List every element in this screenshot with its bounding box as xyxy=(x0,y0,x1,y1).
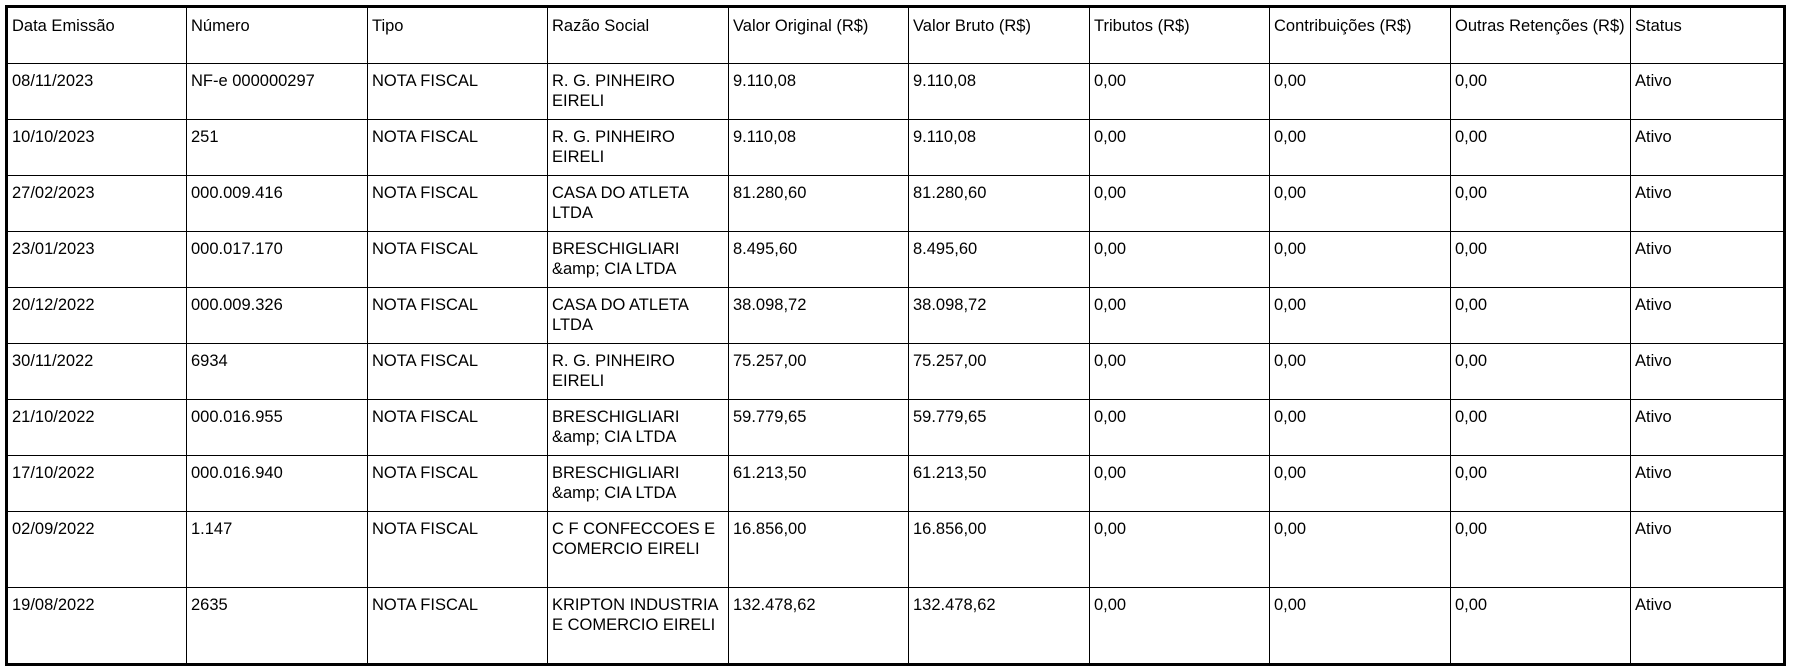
header-valor-original: Valor Original (R$) xyxy=(729,7,909,64)
cell-status: Ativo xyxy=(1631,456,1785,512)
cell-numero: 000.009.416 xyxy=(187,176,368,232)
cell-data-emissao: 08/11/2023 xyxy=(7,64,187,120)
cell-contribuicoes: 0,00 xyxy=(1270,456,1451,512)
cell-data-emissao: 19/08/2022 xyxy=(7,588,187,665)
header-valor-bruto: Valor Bruto (R$) xyxy=(909,7,1090,64)
cell-tipo: NOTA FISCAL xyxy=(368,456,548,512)
table-row xyxy=(7,120,1785,176)
cell-numero: 2635 xyxy=(187,588,368,665)
cell-contribuicoes: 0,00 xyxy=(1270,64,1451,120)
cell-valor-original: 16.856,00 xyxy=(729,512,909,588)
cell-tributos: 0,00 xyxy=(1090,120,1270,176)
cell-tipo: NOTA FISCAL xyxy=(368,588,548,665)
cell-valor-bruto: 9.110,08 xyxy=(909,120,1090,176)
table-row xyxy=(7,456,1785,512)
cell-data-emissao: 10/10/2023 xyxy=(7,120,187,176)
cell-valor-original: 59.779,65 xyxy=(729,400,909,456)
cell-razao-social: KRIPTON INDUSTRIA E COMERCIO EIRELI xyxy=(548,588,729,665)
cell-status: Ativo xyxy=(1631,588,1785,665)
cell-valor-bruto: 8.495,60 xyxy=(909,232,1090,288)
cell-contribuicoes: 0,00 xyxy=(1270,512,1451,588)
header-contribuicoes: Contribuições (R$) xyxy=(1270,7,1451,64)
cell-outras-retencoes: 0,00 xyxy=(1451,176,1631,232)
cell-contribuicoes: 0,00 xyxy=(1270,176,1451,232)
cell-valor-original: 38.098,72 xyxy=(729,288,909,344)
cell-status: Ativo xyxy=(1631,344,1785,400)
cell-outras-retencoes: 0,00 xyxy=(1451,456,1631,512)
cell-outras-retencoes: 0,00 xyxy=(1451,64,1631,120)
cell-outras-retencoes: 0,00 xyxy=(1451,512,1631,588)
table-row xyxy=(7,64,1785,120)
report-table-container xyxy=(5,5,1786,666)
cell-tributos: 0,00 xyxy=(1090,512,1270,588)
cell-numero: NF-e 000000297 xyxy=(187,64,368,120)
cell-contribuicoes: 0,00 xyxy=(1270,400,1451,456)
header-tributos: Tributos (R$) xyxy=(1090,7,1270,64)
cell-tipo: NOTA FISCAL xyxy=(368,400,548,456)
cell-outras-retencoes: 0,00 xyxy=(1451,288,1631,344)
cell-valor-bruto: 132.478,62 xyxy=(909,588,1090,665)
cell-outras-retencoes: 0,00 xyxy=(1451,120,1631,176)
table-row xyxy=(7,176,1785,232)
cell-tipo: NOTA FISCAL xyxy=(368,288,548,344)
cell-razao-social: R. G. PINHEIRO EIRELI xyxy=(548,344,729,400)
cell-valor-original: 9.110,08 xyxy=(729,64,909,120)
cell-contribuicoes: 0,00 xyxy=(1270,344,1451,400)
cell-contribuicoes: 0,00 xyxy=(1270,232,1451,288)
table-header-row xyxy=(7,7,1785,64)
table-row xyxy=(7,344,1785,400)
header-razao-social: Razão Social xyxy=(548,7,729,64)
cell-status: Ativo xyxy=(1631,232,1785,288)
cell-outras-retencoes: 0,00 xyxy=(1451,400,1631,456)
cell-tributos: 0,00 xyxy=(1090,288,1270,344)
cell-data-emissao: 27/02/2023 xyxy=(7,176,187,232)
table-row xyxy=(7,512,1785,588)
cell-valor-bruto: 38.098,72 xyxy=(909,288,1090,344)
cell-valor-bruto: 9.110,08 xyxy=(909,64,1090,120)
cell-data-emissao: 17/10/2022 xyxy=(7,456,187,512)
cell-razao-social: R. G. PINHEIRO EIRELI xyxy=(548,64,729,120)
cell-data-emissao: 02/09/2022 xyxy=(7,512,187,588)
cell-tributos: 0,00 xyxy=(1090,456,1270,512)
cell-valor-bruto: 16.856,00 xyxy=(909,512,1090,588)
cell-outras-retencoes: 0,00 xyxy=(1451,232,1631,288)
cell-razao-social: BRESCHIGLIARI &amp; CIA LTDA xyxy=(548,400,729,456)
cell-numero: 1.147 xyxy=(187,512,368,588)
cell-data-emissao: 21/10/2022 xyxy=(7,400,187,456)
cell-data-emissao: 20/12/2022 xyxy=(7,288,187,344)
header-status: Status xyxy=(1631,7,1785,64)
cell-valor-original: 81.280,60 xyxy=(729,176,909,232)
cell-razao-social: CASA DO ATLETA LTDA xyxy=(548,176,729,232)
cell-valor-original: 132.478,62 xyxy=(729,588,909,665)
cell-status: Ativo xyxy=(1631,288,1785,344)
cell-tributos: 0,00 xyxy=(1090,176,1270,232)
cell-razao-social: BRESCHIGLIARI &amp; CIA LTDA xyxy=(548,232,729,288)
header-outras-retencoes: Outras Retenções (R$) xyxy=(1451,7,1631,64)
cell-tributos: 0,00 xyxy=(1090,588,1270,665)
table-row xyxy=(7,588,1785,665)
cell-outras-retencoes: 0,00 xyxy=(1451,344,1631,400)
fiscal-notes-table xyxy=(5,5,1786,666)
cell-valor-bruto: 75.257,00 xyxy=(909,344,1090,400)
table-row xyxy=(7,232,1785,288)
cell-contribuicoes: 0,00 xyxy=(1270,588,1451,665)
table-row xyxy=(7,288,1785,344)
cell-tipo: NOTA FISCAL xyxy=(368,120,548,176)
cell-valor-original: 75.257,00 xyxy=(729,344,909,400)
cell-valor-bruto: 59.779,65 xyxy=(909,400,1090,456)
cell-status: Ativo xyxy=(1631,176,1785,232)
cell-status: Ativo xyxy=(1631,120,1785,176)
cell-data-emissao: 23/01/2023 xyxy=(7,232,187,288)
cell-tributos: 0,00 xyxy=(1090,344,1270,400)
cell-numero: 000.016.955 xyxy=(187,400,368,456)
header-data-emissao: Data Emissão xyxy=(7,7,187,64)
cell-tributos: 0,00 xyxy=(1090,232,1270,288)
cell-numero: 6934 xyxy=(187,344,368,400)
cell-data-emissao: 30/11/2022 xyxy=(7,344,187,400)
cell-tributos: 0,00 xyxy=(1090,64,1270,120)
table-row xyxy=(7,400,1785,456)
cell-tipo: NOTA FISCAL xyxy=(368,512,548,588)
cell-numero: 251 xyxy=(187,120,368,176)
cell-valor-bruto: 61.213,50 xyxy=(909,456,1090,512)
cell-valor-original: 8.495,60 xyxy=(729,232,909,288)
cell-numero: 000.017.170 xyxy=(187,232,368,288)
cell-status: Ativo xyxy=(1631,512,1785,588)
cell-tipo: NOTA FISCAL xyxy=(368,232,548,288)
cell-tipo: NOTA FISCAL xyxy=(368,64,548,120)
cell-status: Ativo xyxy=(1631,64,1785,120)
cell-tipo: NOTA FISCAL xyxy=(368,176,548,232)
cell-tributos: 0,00 xyxy=(1090,400,1270,456)
cell-valor-original: 9.110,08 xyxy=(729,120,909,176)
header-tipo: Tipo xyxy=(368,7,548,64)
cell-numero: 000.009.326 xyxy=(187,288,368,344)
cell-tipo: NOTA FISCAL xyxy=(368,344,548,400)
cell-status: Ativo xyxy=(1631,400,1785,456)
cell-contribuicoes: 0,00 xyxy=(1270,120,1451,176)
cell-razao-social: BRESCHIGLIARI &amp; CIA LTDA xyxy=(548,456,729,512)
cell-razao-social: R. G. PINHEIRO EIRELI xyxy=(548,120,729,176)
cell-valor-bruto: 81.280,60 xyxy=(909,176,1090,232)
cell-razao-social: C F CONFECCOES E COMERCIO EIRELI xyxy=(548,512,729,588)
cell-razao-social: CASA DO ATLETA LTDA xyxy=(548,288,729,344)
header-numero: Número xyxy=(187,7,368,64)
cell-outras-retencoes: 0,00 xyxy=(1451,588,1631,665)
cell-numero: 000.016.940 xyxy=(187,456,368,512)
cell-contribuicoes: 0,00 xyxy=(1270,288,1451,344)
cell-valor-original: 61.213,50 xyxy=(729,456,909,512)
